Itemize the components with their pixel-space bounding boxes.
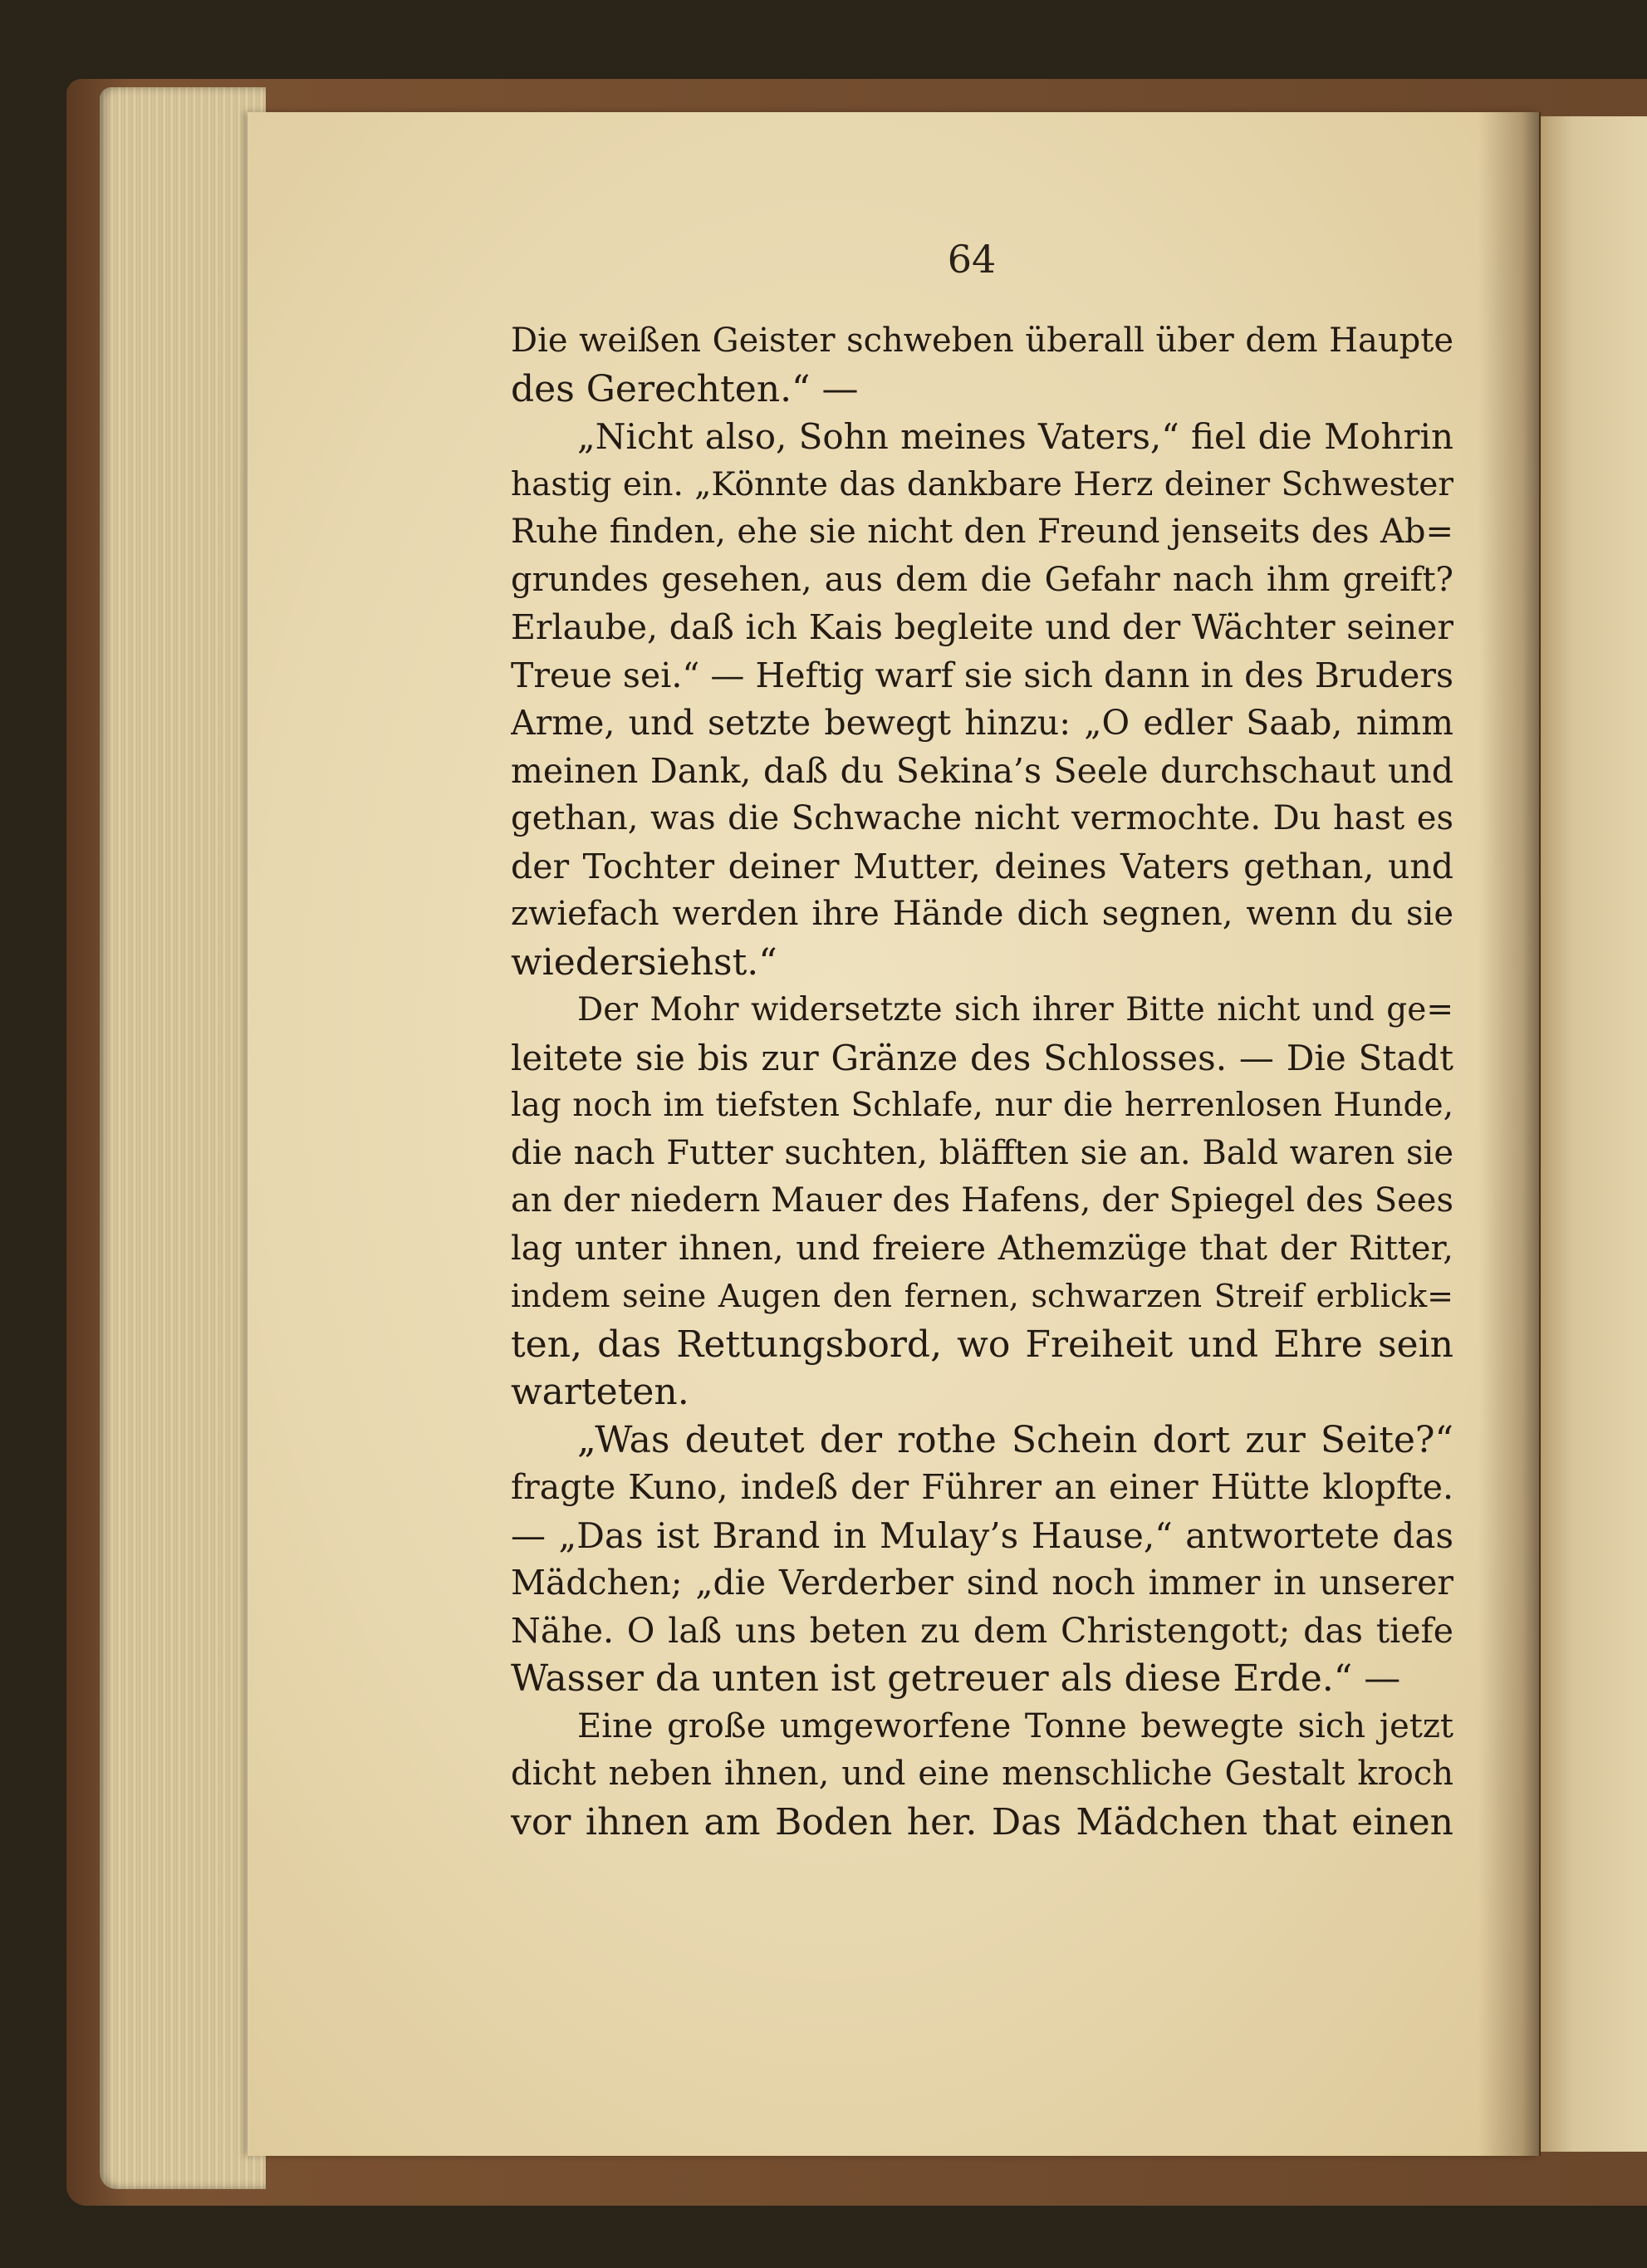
text-line: zwiefach werden ihre Hände dich segnen, wenn du sie: [511, 895, 1453, 933]
text-line: hastig ein. „Könnte das dankbare Herz deiner Schwester: [511, 465, 1453, 503]
text-line: Ruhe finden, ehe sie nicht den Freund jenseits des Ab=: [511, 513, 1453, 551]
text-line: des Gerechten.“ —: [511, 367, 859, 410]
text-line: warteten.: [511, 1371, 689, 1413]
text-line: Arme, und setzte bewegt hinzu: „O edler Saab, nimm: [511, 703, 1453, 743]
text-line: Wasser da unten ist getreuer als diese Erde.“ —: [511, 1657, 1401, 1700]
text-line: lag noch im tiefsten Schlafe, nur die herrenlosen Hunde,: [511, 1087, 1453, 1124]
text-line: leitete sie bis zur Gränze des Schlosses. — Die Stadt: [511, 1037, 1453, 1078]
page-text: [511, 317, 1453, 1846]
text-line: grundes gesehen, aus dem die Gefahr nach ihm greift?: [511, 560, 1453, 599]
text-line: Mädchen; „die Verderber sind noch immer in unserer: [511, 1563, 1453, 1603]
text-line: Der Mohr widersetzte sich ihrer Bitte nicht und ge=: [577, 991, 1453, 1028]
text-line: Treue sei.“ — Heftig warf sie sich dann in des Bruders: [511, 655, 1453, 695]
text-line: Die weißen Geister schweben überall über dem Haupte: [511, 322, 1453, 360]
text-line: dicht neben ihnen, und eine menschliche Gestalt kroch: [511, 1755, 1453, 1793]
text-line: gethan, was die Schwache nicht vermochte. Du hast es: [511, 799, 1453, 837]
text-line: Erlaube, daß ich Kais begleite und der Wächter seiner: [511, 607, 1453, 647]
text-line: „Nicht also, Sohn meines Vaters,“ fiel die Mohrin: [577, 416, 1453, 457]
text-line: Nähe. O laß uns beten zu dem Christengott; das tiefe: [511, 1610, 1453, 1651]
page-number: 64: [947, 237, 997, 282]
page-gutter-shadow: [1478, 112, 1541, 2156]
text-line: meinen Dank, daß du Sekina’s Seele durchschaut und: [511, 750, 1453, 791]
text-line: der Tochter deiner Mutter, deines Vaters gethan, und: [511, 846, 1453, 886]
text-line: lag unter ihnen, und freiere Athemzüge that der Ritter,: [511, 1229, 1453, 1268]
text-line: vor ihnen am Boden her. Das Mädchen that einen: [511, 1800, 1453, 1843]
text-line: — „Das ist Brand in Mulay’s Hause,“ antwortete das: [511, 1514, 1453, 1556]
text-line: ten, das Rettungsbord, wo Freiheit und Ehre sein: [511, 1323, 1453, 1366]
text-line: wiedersiehst.“: [511, 940, 777, 984]
text-line: die nach Futter suchten, bläfften sie an. Bald waren sie: [511, 1133, 1453, 1172]
text-line: an der niedern Mauer des Hafens, der Spiegel des Sees: [511, 1181, 1453, 1220]
text-line: „Was deutet der rothe Schein dort zur Seite?“: [577, 1418, 1453, 1461]
text-line: Eine große umgeworfene Tonne bewegte sich jetzt: [577, 1706, 1453, 1745]
text-line: indem seine Augen den fernen, schwarzen Streif erblick=: [511, 1278, 1453, 1314]
text-line: fragte Kuno, indeß der Führer an einer Hütte klopfte.: [511, 1467, 1453, 1507]
page-edges: [100, 87, 266, 2189]
right-page-edge: [1541, 116, 1647, 2152]
